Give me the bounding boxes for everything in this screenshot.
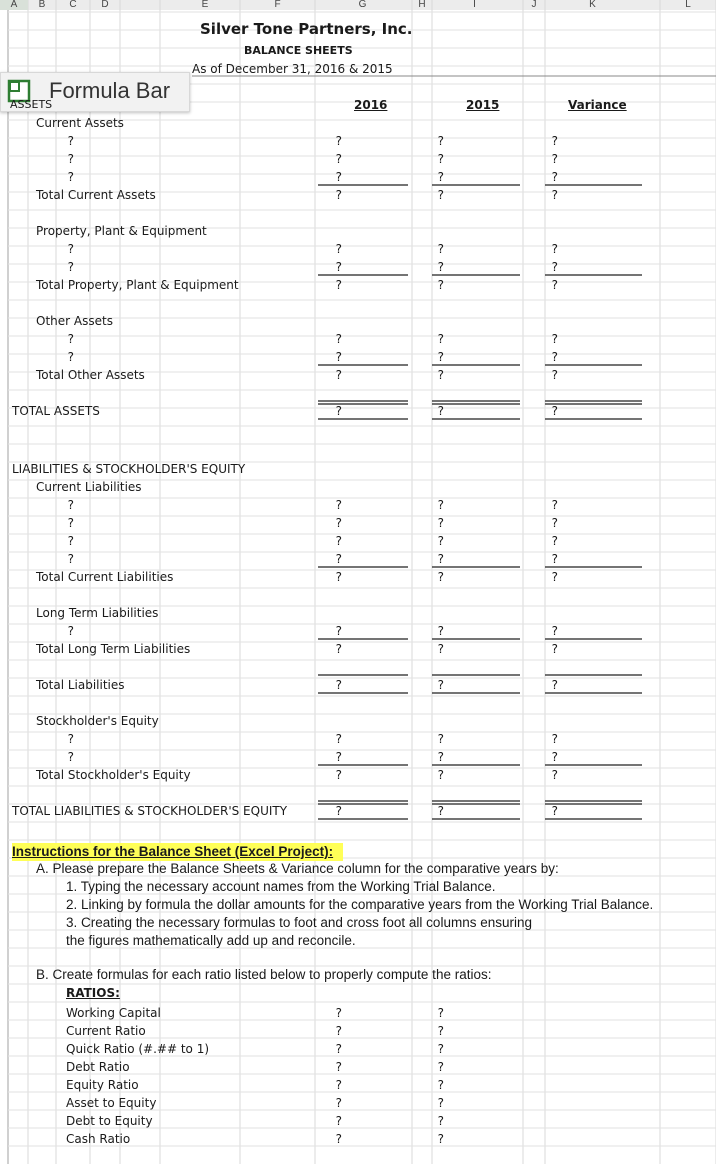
value-variance-cell[interactable]: ? xyxy=(551,642,558,656)
column-header-a[interactable]: A xyxy=(0,0,28,10)
total-liab-equity-label: TOTAL LIABILITIES & STOCKHOLDER'S EQUITY xyxy=(12,804,288,818)
liabilities-heading: LIABILITIES & STOCKHOLDER'S EQUITY xyxy=(12,462,246,476)
column-variance: Variance xyxy=(568,98,627,112)
value-2015-cell[interactable]: ? xyxy=(437,278,444,292)
total-current-assets-label: Total Current Assets xyxy=(36,188,156,202)
column-2016: 2016 xyxy=(354,98,388,112)
account-name-cell[interactable]: ? xyxy=(67,750,74,764)
value-variance-cell[interactable]: ? xyxy=(551,260,558,274)
value-2015-cell[interactable]: ? xyxy=(437,188,444,202)
value-variance-cell[interactable]: ? xyxy=(551,332,558,346)
total-assets-label: TOTAL ASSETS xyxy=(12,404,100,418)
instruction-a: A. Please prepare the Balance Sheets & Variance column for the comparative years by: xyxy=(36,861,559,876)
value-variance-cell[interactable]: ? xyxy=(551,624,558,638)
column-header-d[interactable]: D xyxy=(101,0,109,10)
value-2015-cell[interactable]: ? xyxy=(437,750,444,764)
column-header-g[interactable]: G xyxy=(358,0,367,10)
ratio-label: Working Capital xyxy=(66,1006,161,1020)
column-header-l[interactable]: L xyxy=(685,0,691,10)
value-2015-cell[interactable]: ? xyxy=(437,804,444,818)
value-variance-cell[interactable]: ? xyxy=(551,750,558,764)
value-2016-cell[interactable]: ? xyxy=(335,624,342,638)
value-variance-cell[interactable]: ? xyxy=(551,768,558,782)
value-2016-cell[interactable]: ? xyxy=(335,404,342,418)
value-2016-cell[interactable]: ? xyxy=(335,570,342,584)
ratio-2016-cell[interactable]: ? xyxy=(335,1006,342,1020)
value-variance-cell[interactable]: ? xyxy=(551,804,558,818)
column-header-c[interactable]: C xyxy=(69,0,77,10)
value-2015-cell[interactable]: ? xyxy=(437,516,444,530)
assets-heading: ASSETS xyxy=(10,98,53,111)
ratio-label: Equity Ratio xyxy=(66,1078,139,1092)
value-2016-cell[interactable]: ? xyxy=(335,498,342,512)
ratio-2016-cell[interactable]: ? xyxy=(335,1114,342,1128)
account-name-cell[interactable]: ? xyxy=(67,152,74,166)
ratio-2015-cell[interactable]: ? xyxy=(437,1132,444,1146)
account-name-cell[interactable]: ? xyxy=(67,350,74,364)
value-2015-cell[interactable]: ? xyxy=(437,332,444,346)
ratio-2016-cell[interactable]: ? xyxy=(335,1060,342,1074)
value-variance-cell[interactable]: ? xyxy=(551,278,558,292)
value-variance-cell[interactable]: ? xyxy=(551,188,558,202)
value-2015-cell[interactable]: ? xyxy=(437,642,444,656)
value-2015-cell[interactable]: ? xyxy=(437,624,444,638)
value-2016-cell[interactable]: ? xyxy=(335,768,342,782)
value-2016-cell[interactable]: ? xyxy=(335,678,342,692)
total-current-liabilities-label: Total Current Liabilities xyxy=(36,570,174,584)
ratio-label: Cash Ratio xyxy=(66,1132,131,1146)
value-2015-cell[interactable]: ? xyxy=(437,404,444,418)
ratios-heading: RATIOS: xyxy=(66,986,120,1000)
ratio-2015-cell[interactable]: ? xyxy=(437,1042,444,1056)
other-assets-label: Other Assets xyxy=(36,314,113,328)
total-ppe-label: Total Property, Plant & Equipment xyxy=(36,278,239,292)
value-variance-cell[interactable]: ? xyxy=(551,498,558,512)
value-variance-cell[interactable]: ? xyxy=(551,516,558,530)
instruction-a3-cont: the figures mathematically add up and reconcile. xyxy=(66,933,356,948)
value-variance-cell[interactable]: ? xyxy=(551,732,558,746)
column-header-h[interactable]: H xyxy=(418,0,426,10)
ratio-2015-cell[interactable]: ? xyxy=(437,1024,444,1038)
ratio-2016-cell[interactable]: ? xyxy=(335,1042,342,1056)
value-variance-cell[interactable]: ? xyxy=(551,404,558,418)
value-2016-cell[interactable]: ? xyxy=(335,332,342,346)
account-name-cell[interactable]: ? xyxy=(67,332,74,346)
formula-bar-label: Formula Bar xyxy=(49,78,171,103)
total-other-assets-label: Total Other Assets xyxy=(36,368,145,382)
ratio-label: Debt to Equity xyxy=(66,1114,153,1128)
value-2015-cell[interactable]: ? xyxy=(437,152,444,166)
value-2016-cell[interactable]: ? xyxy=(335,134,342,148)
account-name-cell[interactable]: ? xyxy=(67,498,74,512)
ratio-2015-cell[interactable]: ? xyxy=(437,1006,444,1020)
total-liabilities-label: Total Liabilities xyxy=(36,678,125,692)
instruction-a3: 3. Creating the necessary formulas to foot and cross foot all columns ensuring xyxy=(66,915,532,930)
equity-label: Stockholder's Equity xyxy=(36,714,159,728)
total-lt-liabilities-label: Total Long Term Liabilities xyxy=(36,642,191,656)
ratio-2015-cell[interactable]: ? xyxy=(437,1114,444,1128)
value-2015-cell[interactable]: ? xyxy=(437,242,444,256)
value-2016-cell[interactable]: ? xyxy=(335,152,342,166)
value-2016-cell[interactable]: ? xyxy=(335,804,342,818)
account-name-cell[interactable]: ? xyxy=(67,552,74,566)
ratio-label: Current Ratio xyxy=(66,1024,146,1038)
account-name-cell[interactable]: ? xyxy=(67,242,74,256)
value-variance-cell[interactable]: ? xyxy=(551,134,558,148)
value-2015-cell[interactable]: ? xyxy=(437,552,444,566)
value-variance-cell[interactable]: ? xyxy=(551,570,558,584)
total-equity-label: Total Stockholder's Equity xyxy=(36,768,191,782)
value-2016-cell[interactable]: ? xyxy=(335,732,342,746)
ratio-2015-cell[interactable]: ? xyxy=(437,1078,444,1092)
ratio-label: Debt Ratio xyxy=(66,1060,130,1074)
column-header-i[interactable]: I xyxy=(473,0,476,10)
account-name-cell[interactable]: ? xyxy=(67,516,74,530)
instructions-title: Instructions for the Balance Sheet (Excel Project): xyxy=(12,843,343,861)
lt-liabilities-label: Long Term Liabilities xyxy=(36,606,159,620)
value-2015-cell[interactable]: ? xyxy=(437,498,444,512)
account-name-cell[interactable]: ? xyxy=(67,732,74,746)
ratio-2015-cell[interactable]: ? xyxy=(437,1096,444,1110)
account-name-cell[interactable]: ? xyxy=(67,260,74,274)
value-2016-cell[interactable]: ? xyxy=(335,368,342,382)
value-2015-cell[interactable]: ? xyxy=(437,534,444,548)
ppe-label: Property, Plant & Equipment xyxy=(36,224,207,238)
ratio-label: Asset to Equity xyxy=(66,1096,157,1110)
account-name-cell[interactable]: ? xyxy=(67,170,74,184)
column-header-k[interactable]: K xyxy=(589,0,596,10)
value-2016-cell[interactable]: ? xyxy=(335,260,342,274)
account-name-cell[interactable]: ? xyxy=(67,134,74,148)
value-2015-cell[interactable]: ? xyxy=(437,570,444,584)
instruction-a2: 2. Linking by formula the dollar amounts for the comparative years from the Working Trial Balance. xyxy=(66,897,654,912)
value-variance-cell[interactable]: ? xyxy=(551,552,558,566)
value-2015-cell[interactable]: ? xyxy=(437,732,444,746)
value-2015-cell[interactable]: ? xyxy=(437,260,444,274)
current-assets-label: Current Assets xyxy=(36,116,124,130)
value-variance-cell[interactable]: ? xyxy=(551,242,558,256)
column-2015: 2015 xyxy=(466,98,500,112)
value-variance-cell[interactable]: ? xyxy=(551,152,558,166)
value-2016-cell[interactable]: ? xyxy=(335,278,342,292)
column-header-e[interactable]: E xyxy=(201,0,209,10)
account-name-cell[interactable]: ? xyxy=(67,534,74,548)
value-2016-cell[interactable]: ? xyxy=(335,642,342,656)
instruction-a1: 1. Typing the necessary account names from the Working Trial Balance. xyxy=(66,879,496,894)
value-2015-cell[interactable]: ? xyxy=(437,678,444,692)
ratio-2016-cell[interactable]: ? xyxy=(335,1024,342,1038)
value-2016-cell[interactable]: ? xyxy=(335,170,342,184)
value-2016-cell[interactable]: ? xyxy=(335,552,342,566)
column-header-j[interactable]: J xyxy=(531,0,537,10)
ratio-2016-cell[interactable]: ? xyxy=(335,1096,342,1110)
ratio-2016-cell[interactable]: ? xyxy=(335,1078,342,1092)
column-header-f[interactable]: F xyxy=(274,0,281,10)
value-variance-cell[interactable]: ? xyxy=(551,350,558,364)
value-2015-cell[interactable]: ? xyxy=(437,134,444,148)
instruction-b: B. Create formulas for each ratio listed below to properly compute the ratios: xyxy=(36,967,492,982)
value-2016-cell[interactable]: ? xyxy=(335,242,342,256)
sheet-date: As of December 31, 2016 & 2015 xyxy=(192,62,393,76)
value-variance-cell[interactable]: ? xyxy=(551,170,558,184)
value-2016-cell[interactable]: ? xyxy=(335,534,342,548)
ratio-2015-cell[interactable]: ? xyxy=(437,1060,444,1074)
value-2015-cell[interactable]: ? xyxy=(437,368,444,382)
account-name-cell[interactable]: ? xyxy=(67,624,74,638)
value-2016-cell[interactable]: ? xyxy=(335,350,342,364)
current-liabilities-label: Current Liabilities xyxy=(36,480,142,494)
value-2015-cell[interactable]: ? xyxy=(437,350,444,364)
value-2016-cell[interactable]: ? xyxy=(335,750,342,764)
value-variance-cell[interactable]: ? xyxy=(551,534,558,548)
ratio-2016-cell[interactable]: ? xyxy=(335,1132,342,1146)
value-2016-cell[interactable]: ? xyxy=(335,188,342,202)
ratio-label: Quick Ratio (#.## to 1) xyxy=(66,1042,210,1056)
value-variance-cell[interactable]: ? xyxy=(551,678,558,692)
value-variance-cell[interactable]: ? xyxy=(551,368,558,382)
sheet-title: BALANCE SHEETS xyxy=(244,44,353,57)
value-2015-cell[interactable]: ? xyxy=(437,768,444,782)
value-2016-cell[interactable]: ? xyxy=(335,516,342,530)
column-header-b[interactable]: B xyxy=(38,0,46,10)
company-name: Silver Tone Partners, Inc. xyxy=(200,20,413,38)
value-2015-cell[interactable]: ? xyxy=(437,170,444,184)
